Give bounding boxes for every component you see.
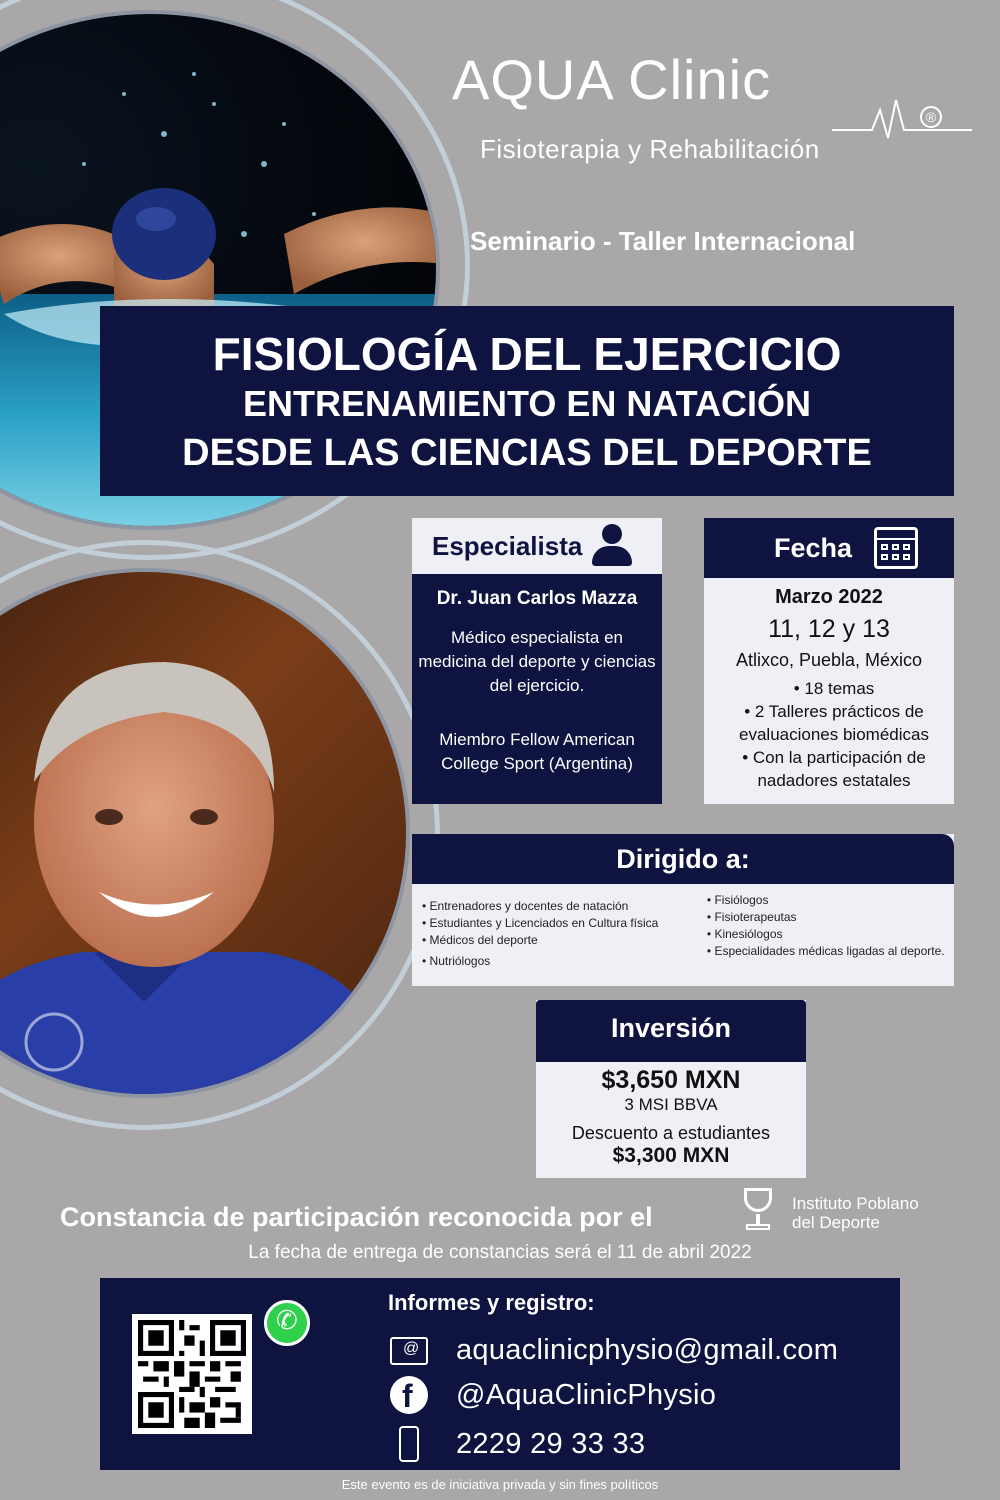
- price: $3,650 MXN: [601, 1066, 741, 1094]
- email-address[interactable]: aquaclinicphysio@gmail.com: [456, 1334, 839, 1366]
- date-month: Marzo 2022: [775, 586, 883, 608]
- date-days: 11, 12 y 13: [768, 615, 890, 643]
- date-card-header: [704, 518, 954, 578]
- phone-number[interactable]: 2229 29 33 33: [456, 1427, 646, 1460]
- facebook-icon: [390, 1376, 428, 1414]
- payment-plan: 3 MSI BBVA: [624, 1095, 718, 1114]
- audience-list-right: [707, 892, 946, 970]
- date-location: Atlixco, Puebla, México: [735, 650, 923, 670]
- list-item: • 2 Talleres prácticos de evaluaciones biomédicas: [739, 702, 929, 744]
- specialist-name: Dr. Juan Carlos Mazza: [436, 588, 638, 609]
- institute-line-1: Instituto Poblano: [792, 1194, 919, 1213]
- institute-name: [792, 1194, 919, 1232]
- title-line-2: ENTRENAMIENTO EN NATACIÓN: [242, 383, 811, 424]
- person-icon: [592, 524, 632, 568]
- list-item: • Kinesiólogos: [707, 926, 946, 943]
- list-item: • Fisiólogos: [707, 892, 946, 909]
- list-item: • Con la participación de nadadores estatales: [742, 748, 926, 790]
- heartbeat-icon: [832, 90, 972, 140]
- audience-heading: Dirigido a:: [412, 834, 954, 884]
- certificate-text: Constancia de participación reconocida por el: [60, 1202, 653, 1232]
- specialist-membership: Miembro Fellow American College Sport (Argentina): [439, 730, 635, 773]
- phone-row[interactable]: [390, 1426, 645, 1462]
- brand-logo: [452, 50, 972, 170]
- list-item: • Nutriólogos: [422, 953, 707, 970]
- date-card: [704, 518, 954, 804]
- list-item: • Médicos del deporte: [422, 932, 707, 949]
- disclaimer: Este evento es de iniciativa privada y sin fines políticos: [341, 1477, 659, 1492]
- event-type: Seminario - Taller Internacional: [470, 226, 856, 256]
- trophy-icon: [736, 1188, 780, 1234]
- event-title-box: [100, 306, 954, 496]
- registered-mark: ®: [920, 106, 942, 128]
- title-line-1: FISIOLOGÍA DEL EJERCICIO: [212, 328, 842, 380]
- specialist-heading: Especialista: [432, 530, 583, 561]
- email-row[interactable]: [390, 1334, 838, 1367]
- whatsapp-icon[interactable]: [264, 1300, 310, 1346]
- student-discount-label: Descuento a estudiantes: [571, 1123, 771, 1143]
- specialist-card: [412, 518, 662, 804]
- audience-card: [412, 834, 954, 986]
- facebook-row[interactable]: [390, 1376, 716, 1414]
- list-item: • Estudiantes y Licenciados en Cultura física: [422, 915, 707, 932]
- qr-code[interactable]: [132, 1314, 252, 1434]
- list-item: • Fisioterapeutas: [707, 909, 946, 926]
- list-item: • Entrenadores y docentes de natación: [422, 898, 707, 915]
- specialist-description: Médico especialista en medicina del deporte y ciencias del ejercicio.: [418, 628, 656, 695]
- date-heading: Fecha: [774, 532, 853, 563]
- brand-tagline: Fisioterapia y Rehabilitación: [480, 134, 820, 164]
- list-item: • Especialidades médicas ligadas al deporte.: [707, 943, 946, 960]
- contact-panel: [100, 1278, 900, 1470]
- calendar-icon: [874, 527, 918, 569]
- brand-name: AQUA Clinic: [452, 48, 772, 111]
- facebook-handle[interactable]: @AquaClinicPhysio: [456, 1378, 717, 1411]
- specialist-card-header: [412, 518, 662, 574]
- event-highlights: [704, 677, 954, 792]
- phone-icon: [399, 1426, 419, 1462]
- qr-code-pattern: [138, 1320, 246, 1428]
- contact-heading: Informes y registro:: [388, 1290, 595, 1315]
- institute-line-2: del Deporte: [792, 1213, 880, 1232]
- certificate-delivery-date: La fecha de entrega de constancias será el 11 de abril 2022: [248, 1242, 752, 1263]
- email-icon: [390, 1337, 428, 1365]
- audience-list-left: [422, 898, 707, 970]
- student-price: $3,300 MXN: [612, 1144, 730, 1167]
- title-line-3: DESDE LAS CIENCIAS DEL DEPORTE: [182, 432, 872, 474]
- investment-heading: Inversión: [536, 1000, 806, 1062]
- investment-card: [536, 1000, 806, 1178]
- list-item: • 18 temas: [793, 679, 875, 698]
